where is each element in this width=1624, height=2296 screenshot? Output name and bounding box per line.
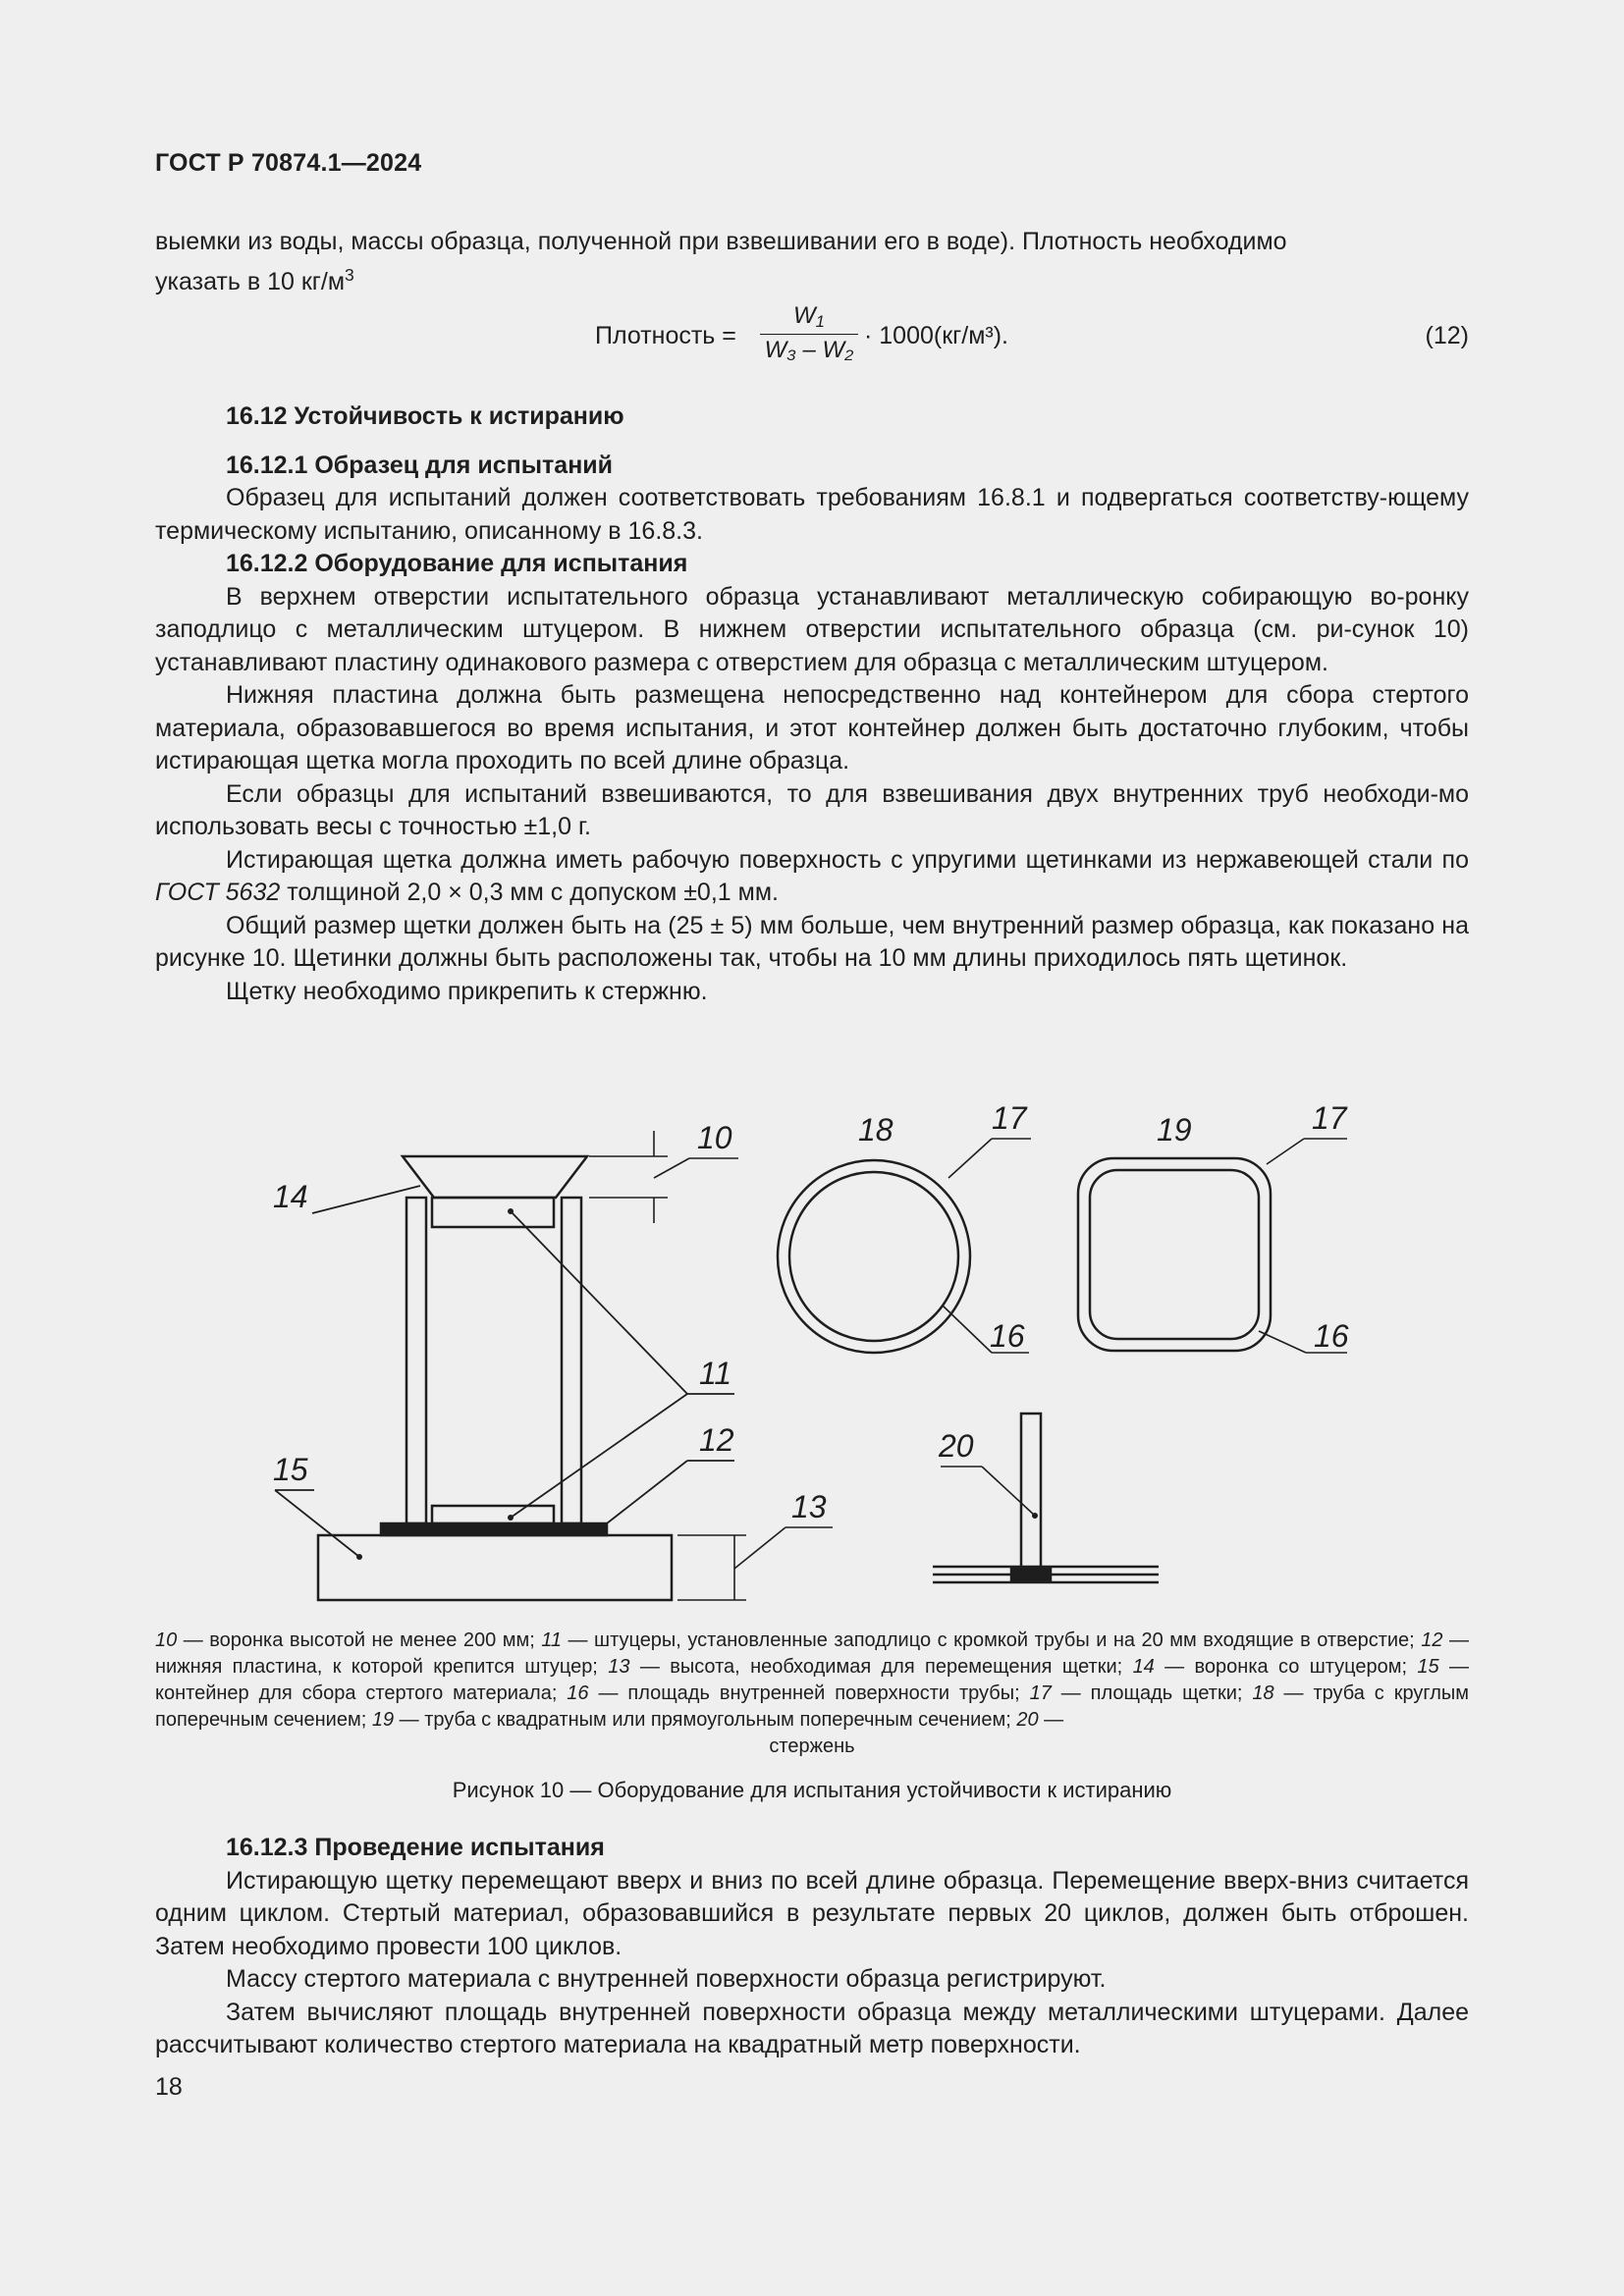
legend-text: — воронка высотой не менее 200 мм; [177, 1629, 542, 1651]
subsection-3-paragraph-3: Затем вычисляют площадь внутренней поверхности образца между металлическими штуцерами. Далее рассчитывают количество стертого материала на квадратный метр поверхности. [155, 1998, 1469, 2058]
label-17-round: 17 [992, 1100, 1027, 1136]
subsection-2-paragraph-5: Общий размер щетки должен быть на (25 ± 5) мм больше, чем внутренний размер образца, как показано на рисунке 10. Щетинки должны быть расположены так, чтобы на 10 мм длины приходилось пять щетинок. [155, 911, 1469, 972]
p4-text-b: толщиной 2,0 × 0,3 мм с допуском ±0,1 мм. [280, 879, 779, 906]
label-15: 15 [273, 1452, 308, 1487]
leader-11-upper [511, 1211, 687, 1394]
round-tube-inner [789, 1172, 958, 1341]
document-header: ГОСТ Р 70874.1—2024 [155, 149, 422, 177]
intro-line-2 [155, 259, 1469, 299]
section-title: 16.12 Устойчивость к истиранию [226, 402, 624, 430]
lower-plate [381, 1523, 607, 1535]
round-tube-outer [778, 1160, 970, 1353]
rod [1021, 1414, 1041, 1580]
figure-caption: Рисунок 10 — Оборудование для испытания устойчивости к истиранию [452, 1778, 1172, 1802]
legend-text: — труба с квадратным или прямоугольным поперечным сечением; [394, 1709, 1017, 1731]
label-11: 11 [699, 1356, 732, 1391]
legend-entry [1030, 1682, 1253, 1704]
legend-entry [1133, 1656, 1418, 1678]
legend-entry [567, 1682, 1029, 1704]
formula-numerator-main: W [793, 302, 816, 329]
container-body [318, 1535, 672, 1600]
legend-text: — воронка со штуцером; [1154, 1656, 1418, 1678]
formula-fraction [760, 302, 858, 364]
label-17-square: 17 [1312, 1100, 1347, 1136]
legend-text: — высота, необходимая для перемещения щетки; [629, 1656, 1133, 1678]
legend-text: — площадь внутренней поверхности трубы; [588, 1682, 1030, 1704]
leader-11-lower [511, 1394, 687, 1518]
legend-number: 12 [1421, 1629, 1443, 1651]
legend-number: 10 [155, 1629, 178, 1651]
fraction-bar [760, 334, 858, 335]
page-number: 18 [155, 2073, 183, 2101]
legend-number: 19 [371, 1709, 395, 1731]
legend-text: — штуцеры, установленные заподлицо с кромкой трубы и на 20 мм входящие в отверстие; [562, 1629, 1422, 1651]
legend-text: — [1038, 1709, 1064, 1731]
legend-text: — нижняя пластина, к которой крепится штуцер; [155, 1629, 1469, 1678]
legend-number: 15 [1417, 1656, 1439, 1678]
intro-line-1: выемки из воды, массы образца, полученной при взвешивании его в воде). Плотность необходимо [155, 228, 1287, 255]
legend-entry [1016, 1709, 1063, 1731]
formula-number: (12) [1425, 322, 1469, 349]
formula-label: Плотность = [595, 322, 736, 349]
legend-entry [608, 1656, 1132, 1678]
rod-nut [1011, 1569, 1051, 1580]
label-14: 14 [273, 1179, 308, 1214]
label-18: 18 [858, 1112, 893, 1148]
figure-10-diagram [0, 1099, 1624, 1610]
legend-text: — контейнер для сбора стертого материала; [155, 1656, 1470, 1704]
standard-reference: ГОСТ 5632 [155, 879, 281, 906]
p4-text-a: Истирающая щетка должна иметь рабочую поверхность с упругими щетинками из нержавеющей стали по [226, 845, 1469, 874]
label-13: 13 [791, 1489, 827, 1524]
figure-legend [155, 1628, 1469, 1760]
legend-number: 16 [567, 1682, 589, 1704]
lower-fitting [432, 1506, 554, 1523]
label-10: 10 [697, 1120, 732, 1155]
legend-text: — труба с круглым поперечным сечением; [155, 1682, 1470, 1731]
legend-body [155, 1628, 1469, 1734]
intro-line-2-sup: 3 [345, 264, 354, 285]
tube-wall-left [406, 1198, 426, 1523]
subsection-3-title: 16.12.3 Проведение испытания [226, 1834, 605, 1861]
legend-last-line: стержень [769, 1735, 855, 1757]
leader-14 [312, 1186, 420, 1213]
intro-block [155, 226, 1469, 298]
density-formula [155, 294, 1469, 383]
legend-entry [541, 1629, 1421, 1651]
section-16-12 [155, 400, 1469, 1008]
label-19: 19 [1157, 1112, 1192, 1148]
label-16-square: 16 [1314, 1318, 1349, 1354]
formula-denominator: W₃ – W₂ [764, 337, 854, 363]
legend-number: 17 [1029, 1682, 1052, 1704]
intro-line-2-text: указать в 10 кг/м [155, 267, 346, 295]
legend-text: — площадь щетки; [1051, 1682, 1253, 1704]
subsection-3-paragraph-2: Массу стертого материала с внутренней поверхности образца регистрируют. [226, 1965, 1107, 1993]
subsection-2-paragraph-6: Щетку необходимо прикрепить к стержню. [226, 977, 708, 1005]
label-12: 12 [699, 1422, 734, 1458]
subsection-2-paragraph-1: В верхнем отверстии испытательного образца устанавливают металлическую собирающую во-ронку заподлицо с металлическим штуцером. В нижнем отверстии испытательного образца (см. ри-сунок 10) устанавливают пластину одинакового размера с отверстием для образца с металлическим штуцером. [155, 582, 1469, 676]
legend-entry [372, 1709, 1017, 1731]
subsection-1-text: Образец для испытаний должен соответствовать требованиям 16.8.1 и подвергаться соответству-ющему термическому испытанию, описанному в 16.8.3. [155, 484, 1469, 545]
subsection-3 [155, 1832, 1469, 2062]
subsection-2-paragraph-2: Нижняя пластина должна быть размещена непосредственно над контейнером для сбора стертого материала, образовавшегося во время испытания, и этот контейнер должен быть достаточно глубоким, чтобы истирающая щетка могла проходить по всей длине образца. [155, 681, 1469, 774]
leader-12 [607, 1461, 687, 1523]
label-20: 20 [939, 1428, 974, 1464]
legend-number: 11 [541, 1629, 563, 1651]
subsection-1-title: 16.12.1 Образец для испытаний [226, 451, 614, 479]
legend-number: 14 [1132, 1656, 1155, 1678]
formula-numerator [760, 302, 858, 332]
formula-numerator-sub: 1 [815, 312, 825, 331]
legend-entry [155, 1629, 541, 1651]
subsection-3-paragraph-1: Истирающую щетку перемещают вверх и вниз по всей длине образца. Перемещение вверх-вниз считается одним циклом. Стертый материал, образовавшийся в результате первых 20 циклов, должен быть отброшен. Затем необходимо провести 100 циклов. [155, 1866, 1469, 1960]
funnel [403, 1156, 587, 1198]
legend-number: 20 [1016, 1709, 1039, 1731]
legend-number: 18 [1252, 1682, 1274, 1704]
subsection-2-title: 16.12.2 Оборудование для испытания [226, 550, 688, 577]
subsection-2-paragraph-4 [155, 844, 1469, 910]
upper-fitting [432, 1198, 554, 1227]
subsection-2-paragraph-3: Если образцы для испытаний взвешиваются, то для взвешивания двух внутренних труб необходи-мо использовать весы с точностью ±1,0 г. [155, 779, 1469, 840]
square-tube-inner [1090, 1170, 1259, 1339]
label-16-round: 16 [990, 1318, 1025, 1354]
formula-tail: · 1000(кг/м³). [864, 322, 1008, 349]
legend-number: 13 [608, 1656, 630, 1678]
square-tube-outer [1078, 1158, 1271, 1351]
